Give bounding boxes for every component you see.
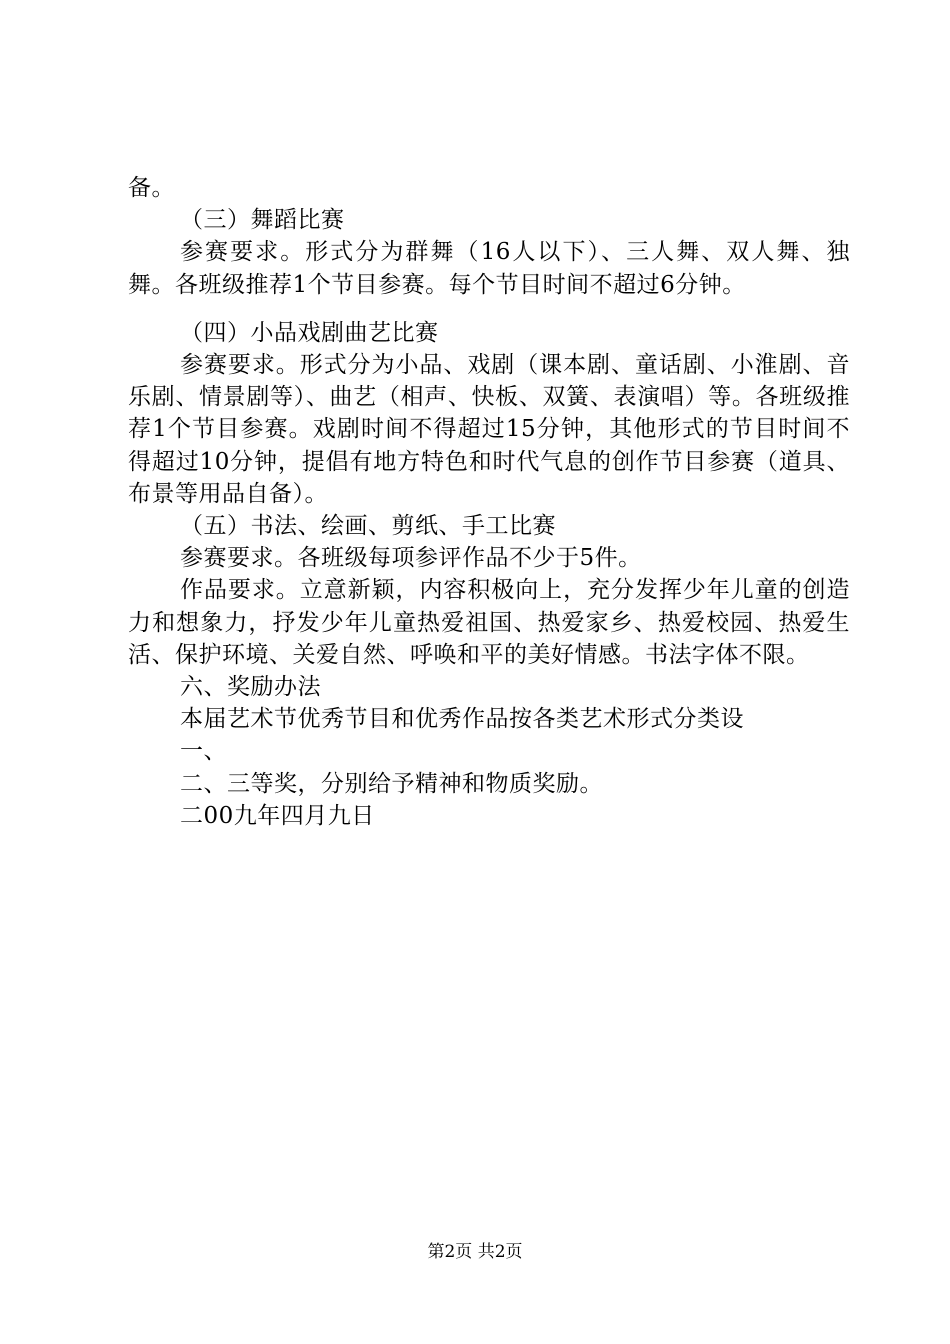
- page-number-label: 第2页 共2页: [427, 1242, 523, 1262]
- document-date: 二00九年四月九日: [180, 802, 375, 829]
- paragraph-rewards-first: 一、: [180, 738, 227, 765]
- paragraph-rewards-second-third: 二、三等奖，分别给予精神和物质奖励。: [180, 770, 603, 797]
- section-heading-dance: （三）舞蹈比赛: [180, 207, 345, 234]
- paragraph-gap: [128, 301, 850, 317]
- page-footer: [0, 1240, 950, 1264]
- paragraph-continuation: 备。: [128, 175, 175, 201]
- section-heading-skit-drama: （四）小品戏剧曲艺比赛: [180, 319, 439, 346]
- paragraph-calligraphy-requirements: 参赛要求。各班级每项参评作品不少于5件。: [180, 545, 642, 572]
- document-body: [128, 172, 850, 832]
- section-heading-rewards: 六、奖励办法: [180, 674, 321, 701]
- paragraph-skit-drama-requirements: 参赛要求。形式分为小品、戏剧（课本剧、童话剧、小淮剧、音乐剧、情景剧等）、曲艺（相声、快板、双簧、表演唱）等。各班级推荐1个节目参赛。戏剧时间不得超过15分钟，其他形式的节目时间不得超过10分钟，提倡有地方特色和时代气息的创作节目参赛（道具、布景等用品自备）。: [128, 352, 850, 507]
- section-heading-calligraphy-painting: （五）书法、绘画、剪纸、手工比赛: [180, 513, 556, 540]
- paragraph-work-requirements: 作品要求。立意新颖，内容积极向上，充分发挥少年儿童的创造力和想象力，抒发少年儿童热爱祖国、热爱家乡、热爱校园、热爱生活、保护环境、关爱自然、呼唤和平的美好情感。书法字体不限。: [128, 577, 850, 668]
- paragraph-dance-requirements: 参赛要求。形式分为群舞（16人以下）、三人舞、双人舞、独舞。各班级推荐1个节目参赛。每个节目时间不超过6分钟。: [128, 239, 850, 298]
- paragraph-rewards-intro: 本届艺术节优秀节目和优秀作品按各类艺术形式分类设: [180, 706, 744, 733]
